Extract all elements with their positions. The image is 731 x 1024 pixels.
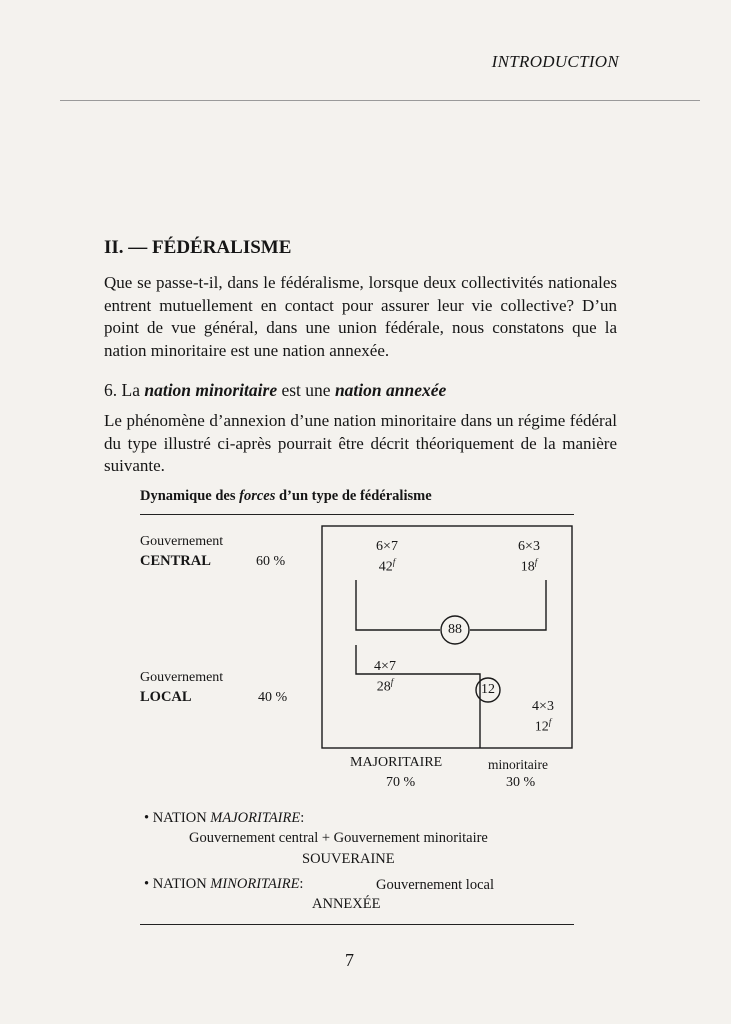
bullet-minoritaire-gov: Gouvernement local	[376, 877, 494, 893]
mid-left-sup: f	[390, 677, 394, 687]
diagram-title-pre: Dynamique des	[140, 488, 236, 504]
top-left-sup: f	[392, 557, 396, 567]
top-right-value: 18	[520, 559, 535, 575]
mid-left-value: 28	[376, 679, 391, 695]
bullet-majoritaire-detail: Gouvernement central + Gouvernement minoritaire	[189, 830, 488, 846]
gov-central-label: Gouvernement	[140, 534, 224, 549]
diagram-title-italic: forces	[239, 488, 276, 504]
mid-left-value-wrap	[362, 677, 408, 696]
subsection-word-est: est une	[281, 380, 331, 400]
top-right-sup: f	[534, 557, 538, 567]
running-header: INTRODUCTION	[491, 52, 619, 71]
bullet-minoritaire-colon: :	[299, 876, 304, 892]
subsection-term-annexee: nation annexée	[334, 380, 447, 400]
central-bracket-left	[356, 580, 440, 630]
page-number: 7	[345, 950, 354, 970]
bullet-minoritaire-prefix: NATION	[152, 876, 207, 892]
bullet-dot: •	[144, 810, 150, 826]
subsection-term-minoritaire: nation minoritaire	[144, 380, 278, 400]
majoritaire-percent: 70 %	[386, 775, 416, 790]
minoritaire-percent: 30 %	[506, 775, 536, 790]
bullet-minoritaire-term: MINORITAIRE	[210, 876, 300, 892]
bullet-majoritaire	[144, 810, 304, 827]
bullet-dot: •	[144, 876, 150, 892]
central-bracket-right	[470, 580, 546, 630]
section-title: II. — FÉDÉRALISME	[104, 237, 292, 258]
bullet-majoritaire-colon: :	[300, 810, 305, 826]
circle-88-label: 88	[448, 622, 462, 637]
central-percent: 60 %	[256, 554, 286, 569]
top-right-value-wrap	[504, 557, 554, 576]
bullet-minoritaire-annexee: ANNEXÉE	[312, 896, 381, 912]
top-left-value-wrap	[362, 557, 412, 576]
subsection-word-la: La	[121, 380, 140, 400]
top-right-expr: 6×3	[518, 539, 540, 554]
bottom-right-expr: 4×3	[532, 699, 554, 714]
subsection-number: 6.	[104, 380, 118, 400]
paragraph-intro: Que se passe-t-il, dans le fédéralisme, lorsque deux collectivités nationales entrent mutuellement en contact pour assurer leur vie collective? D’un point de vue général, dans une union fédérale, nous constatons que la nation minoritaire est une nation annexée.	[104, 273, 617, 360]
bullet-minoritaire	[144, 876, 303, 893]
central-label: CENTRAL	[140, 553, 211, 569]
bottom-right-value: 12	[534, 719, 549, 735]
local-percent: 40 %	[258, 690, 288, 705]
paragraph-annexion: Le phénomène d’annexion d’une nation minoritaire dans un régime fédéral du type illustré ci-après pourrait être décrit théoriquement de la manière suivante.	[104, 411, 617, 475]
minoritaire-label: minoritaire	[488, 757, 548, 772]
bottom-right-value-wrap	[520, 717, 566, 736]
gov-local-label: Gouvernement	[140, 670, 224, 685]
diagram-title-post: d’un type de fédéralisme	[278, 488, 432, 504]
majoritaire-label: MAJORITAIRE	[350, 755, 443, 770]
mid-left-expr: 4×7	[374, 659, 396, 674]
local-label: LOCAL	[140, 689, 192, 705]
bullet-majoritaire-souveraine: SOUVERAINE	[302, 851, 395, 867]
diagram-bottom-rule	[140, 924, 574, 925]
bottom-right-sup: f	[548, 717, 552, 727]
top-left-value: 42	[378, 559, 393, 575]
circle-12-label: 12	[481, 682, 495, 697]
top-left-expr: 6×7	[376, 539, 398, 554]
bullet-majoritaire-prefix: NATION	[152, 810, 207, 826]
bullet-majoritaire-term: MAJORITAIRE	[210, 810, 301, 826]
